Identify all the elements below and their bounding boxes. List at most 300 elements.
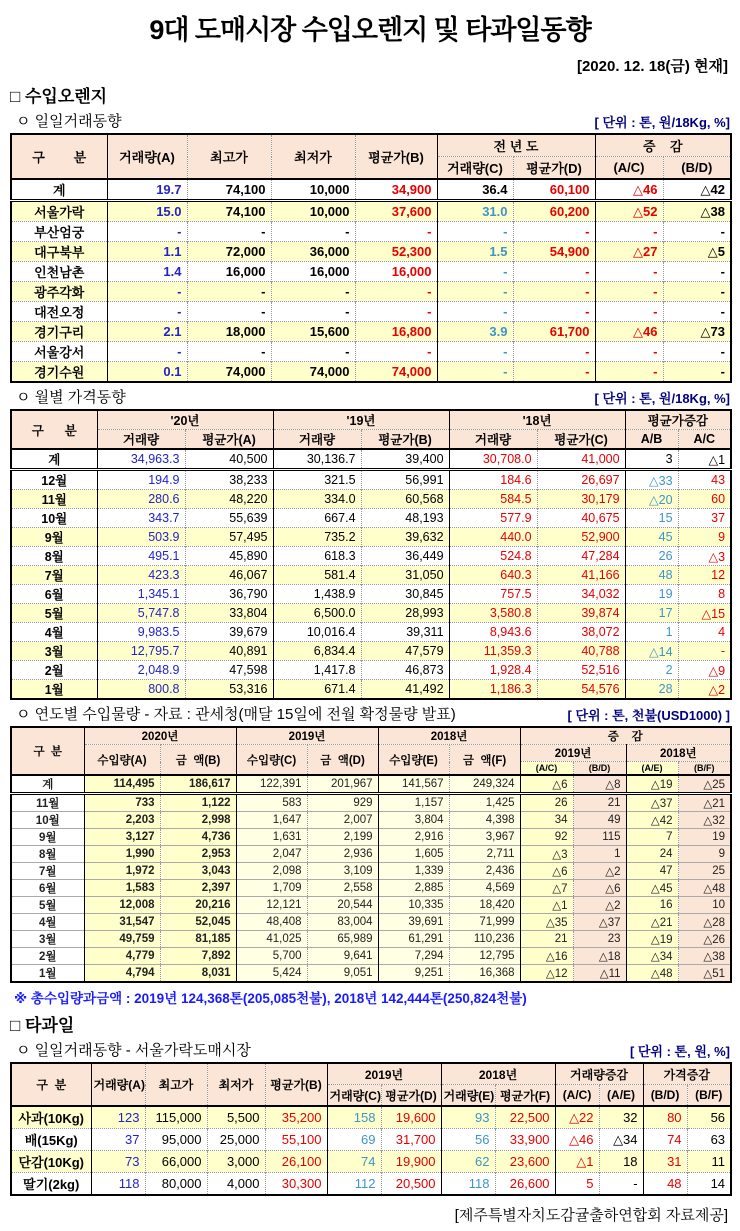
yearly-import-table xyxy=(10,726,732,983)
col-header-ae: (A/E) xyxy=(599,1085,643,1107)
col-header-volume-a: 거래량(A) xyxy=(91,1063,145,1106)
cell-bd: 23 xyxy=(573,931,626,948)
cell-p18: 52,516 xyxy=(537,661,625,680)
fruit-daily-table xyxy=(10,1062,732,1196)
cell-label: 7월 xyxy=(38,866,57,878)
cell-v20: 194.9 xyxy=(97,470,185,490)
cell-p18: 41,000 xyxy=(537,449,625,470)
monthly-price-header-row xyxy=(16,386,730,407)
cell-p20: 45,890 xyxy=(185,547,273,566)
cell-label: 계 xyxy=(52,183,66,198)
cell-ac: △27 xyxy=(595,242,663,262)
cell-v18: 30,708.0 xyxy=(449,449,537,470)
cell-ab: 45 xyxy=(625,528,678,547)
cell-ae: 32 xyxy=(599,1106,643,1129)
col-header-year-2019: 2019년 xyxy=(236,727,378,745)
cell-p19: 36,449 xyxy=(361,547,449,566)
cell-v19: 1,438.9 xyxy=(273,585,361,604)
cell-mb: 7,892 xyxy=(160,948,236,965)
cell-ic: 12,121 xyxy=(236,897,307,914)
cell-ia: 1,972 xyxy=(84,863,160,880)
total-import-note: ※ 총수입량과금액 : 2019년 124,368톤(205,085천불), 2018년 142,444톤(250,824천불) xyxy=(14,991,527,1006)
cell-ac: △15 xyxy=(678,604,731,623)
cell-p19: 39,311 xyxy=(361,623,449,642)
cell-v18: 640.3 xyxy=(449,566,537,585)
col-header-gubun: 구 분 xyxy=(11,1063,91,1106)
cell-ia: 2,203 xyxy=(84,812,160,829)
table-row xyxy=(11,1151,731,1173)
cell-md: 9,051 xyxy=(307,965,378,983)
cell-vol_a: 19.7 xyxy=(107,179,187,201)
cell-v18: 584.5 xyxy=(449,490,537,509)
col-header-volume-c: 거래량(C) xyxy=(327,1085,381,1107)
yearly-import-table-body xyxy=(11,775,731,982)
cell-ie: 39,691 xyxy=(378,914,449,931)
cell-vol_c: - xyxy=(437,222,513,242)
col-header-volume-e: 거래량(E) xyxy=(441,1085,495,1107)
cell-ic: 122,391 xyxy=(236,775,307,794)
cell-ac: 26 xyxy=(520,794,573,812)
cell-avg_d: 54,900 xyxy=(513,242,595,262)
table-row xyxy=(11,863,731,880)
table-row xyxy=(11,342,731,362)
cell-ac: - xyxy=(595,222,663,242)
cell-ae: △19 xyxy=(626,775,678,794)
cell-v18: 577.9 xyxy=(449,509,537,528)
cell-v20: 423.3 xyxy=(97,566,185,585)
cell-label: 10월 xyxy=(35,815,60,827)
cell-ia: 4,779 xyxy=(84,948,160,965)
table-row xyxy=(11,775,731,794)
col-header-import-c: 수입량(C) xyxy=(236,745,307,776)
table-row xyxy=(11,242,731,262)
table-row xyxy=(11,897,731,914)
cell-ia: 1,583 xyxy=(84,880,160,897)
col-header-volume: 거래량 xyxy=(97,430,185,450)
cell-mb: 2,397 xyxy=(160,880,236,897)
cell-ie: 3,804 xyxy=(378,812,449,829)
cell-avg_b: 34,900 xyxy=(355,179,437,201)
cell-label: 6월 xyxy=(38,883,57,895)
cell-ac: △52 xyxy=(595,201,663,222)
cell-p19: 47,579 xyxy=(361,642,449,661)
cell-p19: 60,568 xyxy=(361,490,449,509)
cell-v18: 757.5 xyxy=(449,585,537,604)
cell-v19: 735.2 xyxy=(273,528,361,547)
cell-ac: △22 xyxy=(555,1106,599,1129)
cell-ac: △9 xyxy=(678,661,731,680)
cell-v18: 1,186.3 xyxy=(449,680,537,700)
yearly-import-unit: [ 단위 : 톤, 천불(USD1000) ] xyxy=(567,708,730,723)
cell-bd: △2 xyxy=(573,897,626,914)
cell-ab: 17 xyxy=(625,604,678,623)
monthly-price-heading: ㅇ 월별 가격동향 xyxy=(16,389,126,406)
cell-ic: 41,025 xyxy=(236,931,307,948)
cell-vol_c: 1.5 xyxy=(437,242,513,262)
cell-ac: △1 xyxy=(678,449,731,470)
cell-ac: 9 xyxy=(678,528,731,547)
cell-label: 9월 xyxy=(44,531,64,545)
cell-mf: 2,436 xyxy=(449,863,520,880)
cell-ia: 3,127 xyxy=(84,829,160,846)
cell-label: 사과(10Kg) xyxy=(18,1111,85,1126)
cell-low: - xyxy=(271,342,355,362)
cell-ae: - xyxy=(599,1173,643,1196)
col-header-amount-d: 금 액(D) xyxy=(307,745,378,776)
cell-ac: 37 xyxy=(678,509,731,528)
cell-p18: 39,874 xyxy=(537,604,625,623)
cell-label: 10월 xyxy=(41,512,68,526)
table-row xyxy=(11,812,731,829)
cell-vol_e: 93 xyxy=(441,1106,495,1129)
cell-v18: 3,580.8 xyxy=(449,604,537,623)
cell-v19: 321.5 xyxy=(273,470,361,490)
cell-avg_d: 19,900 xyxy=(381,1151,441,1173)
cell-avg_b: - xyxy=(355,222,437,242)
cell-label: 대전오정 xyxy=(34,305,85,320)
cell-label: 8월 xyxy=(44,550,64,564)
cell-avg_d: 31,700 xyxy=(381,1129,441,1151)
table-row xyxy=(11,604,731,623)
cell-avg_b: 16,800 xyxy=(355,322,437,342)
cell-vol_c: 69 xyxy=(327,1129,381,1151)
cell-ae: △48 xyxy=(626,965,678,983)
yearly-import-heading: ㅇ 연도별 수입물량 - 자료 : 관세청(매달 15일에 전월 확정물량 발표) xyxy=(16,706,456,723)
cell-label: 서울강서 xyxy=(34,345,85,360)
cell-bf: △26 xyxy=(678,931,731,948)
col-header-ab: A/B xyxy=(625,430,678,450)
cell-avg_d: - xyxy=(513,342,595,362)
table-row xyxy=(11,642,731,661)
cell-avg_b: 35,200 xyxy=(265,1106,327,1129)
daily-trade-table-body xyxy=(11,179,731,382)
cell-mf: 4,569 xyxy=(449,880,520,897)
monthly-price-unit: [ 단위 : 톤, 원/18Kg, %] xyxy=(594,391,730,406)
col-header-avg-c: 평균가(C) xyxy=(537,430,625,450)
cell-label: 4월 xyxy=(38,917,57,929)
cell-bf: △38 xyxy=(678,948,731,965)
cell-high: 72,000 xyxy=(187,242,271,262)
cell-ic: 1,709 xyxy=(236,880,307,897)
cell-vol_c: - xyxy=(437,302,513,322)
cell-low: - xyxy=(271,302,355,322)
cell-ie: 141,567 xyxy=(378,775,449,794)
cell-vol_c: 36.4 xyxy=(437,179,513,201)
cell-ab: 28 xyxy=(625,680,678,700)
cell-vol_e: 62 xyxy=(441,1151,495,1173)
cell-mf: 16,368 xyxy=(449,965,520,983)
cell-vol_a: 118 xyxy=(91,1173,145,1196)
cell-vol_e: 56 xyxy=(441,1129,495,1151)
cell-p20: 38,233 xyxy=(185,470,273,490)
cell-avg_d: 60,100 xyxy=(513,179,595,201)
cell-label: 단감(10Kg) xyxy=(18,1155,85,1170)
cell-mf: 2,711 xyxy=(449,846,520,863)
cell-label: 2월 xyxy=(38,951,57,963)
cell-low: - xyxy=(271,222,355,242)
section-imported-orange: □ 수입오렌지 xyxy=(10,87,108,106)
cell-avg_f: 33,900 xyxy=(495,1129,555,1151)
cell-vol_e: 118 xyxy=(441,1173,495,1196)
cell-md: 9,641 xyxy=(307,948,378,965)
table-row xyxy=(11,948,731,965)
cell-v19: 581.4 xyxy=(273,566,361,585)
cell-ia: 1,990 xyxy=(84,846,160,863)
cell-vol_a: 1.4 xyxy=(107,262,187,282)
cell-label: 3월 xyxy=(38,934,57,946)
cell-v19: 6,500.0 xyxy=(273,604,361,623)
cell-mb: 8,031 xyxy=(160,965,236,983)
cell-v19: 30,136.7 xyxy=(273,449,361,470)
cell-mb: 4,736 xyxy=(160,829,236,846)
cell-high: 74,100 xyxy=(187,179,271,201)
yearly-import-table-head xyxy=(11,727,731,775)
cell-p19: 48,193 xyxy=(361,509,449,528)
cell-label: 11월 xyxy=(36,798,60,810)
cell-ic: 583 xyxy=(236,794,307,812)
cell-ab: 26 xyxy=(625,547,678,566)
table-row xyxy=(11,585,731,604)
cell-bf: 25 xyxy=(678,863,731,880)
cell-v18: 8,943.6 xyxy=(449,623,537,642)
col-header-change-2019: 2019년 xyxy=(520,745,626,762)
cell-label: 서울가락 xyxy=(34,205,85,220)
cell-label: 인천남촌 xyxy=(34,265,85,280)
cell-label: 3월 xyxy=(44,645,64,659)
cell-ie: 9,251 xyxy=(378,965,449,983)
col-header-change: 증 감 xyxy=(595,134,731,157)
cell-ie: 1,339 xyxy=(378,863,449,880)
cell-bd: - xyxy=(663,222,731,242)
table-row xyxy=(11,470,731,490)
cell-label: 계 xyxy=(42,779,54,791)
cell-label: 9월 xyxy=(38,832,57,844)
cell-p18: 41,166 xyxy=(537,566,625,585)
cell-avg_d: - xyxy=(513,282,595,302)
cell-v20: 343.7 xyxy=(97,509,185,528)
cell-ae: 16 xyxy=(626,897,678,914)
cell-label: 11월 xyxy=(41,493,67,507)
fruit-daily-table-body xyxy=(11,1106,731,1195)
table-row xyxy=(11,282,731,302)
col-header-avg-d: 평균가(D) xyxy=(381,1085,441,1107)
cell-label: 12월 xyxy=(41,474,68,488)
cell-v19: 10,016.4 xyxy=(273,623,361,642)
cell-p19: 28,993 xyxy=(361,604,449,623)
cell-label: 계 xyxy=(48,453,61,467)
cell-low: 15,600 xyxy=(271,322,355,342)
col-header-year-2018: 2018년 xyxy=(378,727,520,745)
col-header-year-2020: 2020년 xyxy=(84,727,236,745)
cell-high: - xyxy=(187,282,271,302)
cell-ab: 1 xyxy=(625,623,678,642)
cell-avg_b: 52,300 xyxy=(355,242,437,262)
cell-high: 115,000 xyxy=(145,1106,207,1129)
cell-bf: △21 xyxy=(678,794,731,812)
cell-ae: △21 xyxy=(626,914,678,931)
cell-mf: 110,236 xyxy=(449,931,520,948)
daily-trade-table-head xyxy=(11,134,731,179)
daily-trade-header-row xyxy=(16,110,730,131)
cell-avg_d: 61,700 xyxy=(513,322,595,342)
table-row xyxy=(11,322,731,342)
cell-ac: 34 xyxy=(520,812,573,829)
cell-bd: - xyxy=(663,262,731,282)
cell-ia: 114,495 xyxy=(84,775,160,794)
cell-ae: △34 xyxy=(626,948,678,965)
col-header-avg-a: 평균가(A) xyxy=(185,430,273,450)
cell-bf: △48 xyxy=(678,880,731,897)
table-row xyxy=(11,1129,731,1151)
cell-p20: 48,220 xyxy=(185,490,273,509)
table-row xyxy=(11,566,731,585)
cell-bf: 10 xyxy=(678,897,731,914)
cell-ie: 1,605 xyxy=(378,846,449,863)
cell-ac: △35 xyxy=(520,914,573,931)
cell-bd: - xyxy=(663,302,731,322)
cell-p18: 52,900 xyxy=(537,528,625,547)
cell-v18: 1,928.4 xyxy=(449,661,537,680)
cell-label: 부산엄궁 xyxy=(34,225,85,240)
col-header-volume: 거래량 xyxy=(273,430,361,450)
cell-bf: 14 xyxy=(687,1173,731,1196)
col-header-year-20: '20년 xyxy=(97,410,273,430)
table-row xyxy=(11,262,731,282)
cell-p18: 34,032 xyxy=(537,585,625,604)
cell-bf: △28 xyxy=(678,914,731,931)
col-header-avg-b: 평균가(B) xyxy=(265,1063,327,1106)
cell-ac: - xyxy=(595,262,663,282)
cell-ac: - xyxy=(595,362,663,383)
cell-p18: 40,788 xyxy=(537,642,625,661)
cell-ab: 19 xyxy=(625,585,678,604)
cell-v19: 1,417.8 xyxy=(273,661,361,680)
cell-ab: △33 xyxy=(625,470,678,490)
cell-ab: 15 xyxy=(625,509,678,528)
cell-ac: △1 xyxy=(520,897,573,914)
cell-avg_f: 26,600 xyxy=(495,1173,555,1196)
cell-mb: 52,045 xyxy=(160,914,236,931)
cell-avg_b: 30,300 xyxy=(265,1173,327,1196)
col-header-prev-year: 전 년 도 xyxy=(437,134,595,157)
cell-mb: 1,122 xyxy=(160,794,236,812)
fruit-daily-heading: ㅇ 일일거래동향 - 서울가락도매시장 xyxy=(16,1042,251,1059)
cell-label: 7월 xyxy=(44,569,64,583)
cell-avg_b: - xyxy=(355,342,437,362)
col-header-import-e: 수입량(E) xyxy=(378,745,449,776)
cell-ie: 2,885 xyxy=(378,880,449,897)
table-row xyxy=(11,846,731,863)
table-row xyxy=(11,623,731,642)
cell-bd: 80 xyxy=(643,1106,687,1129)
cell-ae: △45 xyxy=(626,880,678,897)
cell-ie: 61,291 xyxy=(378,931,449,948)
report-date: [2020. 12. 18(금) 현재] xyxy=(576,58,728,75)
cell-vol_c: 74 xyxy=(327,1151,381,1173)
cell-ie: 1,157 xyxy=(378,794,449,812)
cell-avg_d: 19,600 xyxy=(381,1106,441,1129)
cell-ia: 49,759 xyxy=(84,931,160,948)
col-header-year-2018: 2018년 xyxy=(441,1063,555,1085)
cell-ac: △6 xyxy=(520,775,573,794)
cell-ae: 7 xyxy=(626,829,678,846)
cell-bf: △51 xyxy=(678,965,731,983)
col-header-bf: (B/F) xyxy=(687,1085,731,1107)
col-header-volume-a: 거래량(A) xyxy=(107,134,187,179)
cell-v19: 618.3 xyxy=(273,547,361,566)
section-other-fruits: □ 타과일 xyxy=(10,1016,75,1035)
cell-vol_c: 158 xyxy=(327,1106,381,1129)
cell-high: - xyxy=(187,222,271,242)
cell-bf: 63 xyxy=(687,1129,731,1151)
cell-ac: 43 xyxy=(678,470,731,490)
cell-p19: 31,050 xyxy=(361,566,449,585)
cell-bd: △6 xyxy=(573,880,626,897)
cell-vol_a: 73 xyxy=(91,1151,145,1173)
cell-v19: 671.4 xyxy=(273,680,361,700)
cell-bf: 56 xyxy=(687,1106,731,1129)
table-row xyxy=(11,914,731,931)
cell-ic: 5,424 xyxy=(236,965,307,983)
cell-avg_b: 16,000 xyxy=(355,262,437,282)
cell-high: - xyxy=(187,342,271,362)
cell-vol_a: 2.1 xyxy=(107,322,187,342)
cell-label: 4월 xyxy=(44,626,64,640)
table-row xyxy=(11,362,731,383)
cell-high: 18,000 xyxy=(187,322,271,342)
col-header-bd: (B/D) xyxy=(573,762,626,776)
daily-trade-table xyxy=(10,133,732,383)
cell-vol_a: 0.1 xyxy=(107,362,187,383)
cell-p18: 54,576 xyxy=(537,680,625,700)
cell-low: 36,000 xyxy=(271,242,355,262)
col-header-ae: (A/E) xyxy=(626,762,678,776)
cell-md: 83,004 xyxy=(307,914,378,931)
cell-ic: 1,647 xyxy=(236,812,307,829)
cell-high: - xyxy=(187,302,271,322)
cell-ac: △16 xyxy=(520,948,573,965)
cell-p20: 47,598 xyxy=(185,661,273,680)
col-header-amount-f: 금 액(F) xyxy=(449,745,520,776)
cell-v20: 800.8 xyxy=(97,680,185,700)
col-header-change: 증 감 xyxy=(520,727,731,745)
cell-ae: 18 xyxy=(599,1151,643,1173)
cell-vol_a: 1.1 xyxy=(107,242,187,262)
cell-ac: △3 xyxy=(520,846,573,863)
yearly-import-header-row xyxy=(16,703,730,724)
monthly-price-table-head xyxy=(11,410,731,449)
cell-p20: 46,067 xyxy=(185,566,273,585)
cell-ic: 1,631 xyxy=(236,829,307,846)
cell-bf: 19 xyxy=(678,829,731,846)
cell-ac: 21 xyxy=(520,931,573,948)
cell-v19: 334.0 xyxy=(273,490,361,509)
cell-ic: 2,098 xyxy=(236,863,307,880)
cell-md: 65,989 xyxy=(307,931,378,948)
cell-bd: △5 xyxy=(663,242,731,262)
col-header-bd: (B/D) xyxy=(663,157,731,180)
cell-low: - xyxy=(271,282,355,302)
cell-high: 66,000 xyxy=(145,1151,207,1173)
cell-v19: 6,834.4 xyxy=(273,642,361,661)
cell-p18: 38,072 xyxy=(537,623,625,642)
cell-ac: △1 xyxy=(555,1151,599,1173)
cell-v20: 34,963.3 xyxy=(97,449,185,470)
cell-mb: 3,043 xyxy=(160,863,236,880)
col-header-avg-f: 평균가(F) xyxy=(495,1085,555,1107)
col-header-low: 최저가 xyxy=(271,134,355,179)
cell-ac: △46 xyxy=(595,322,663,342)
